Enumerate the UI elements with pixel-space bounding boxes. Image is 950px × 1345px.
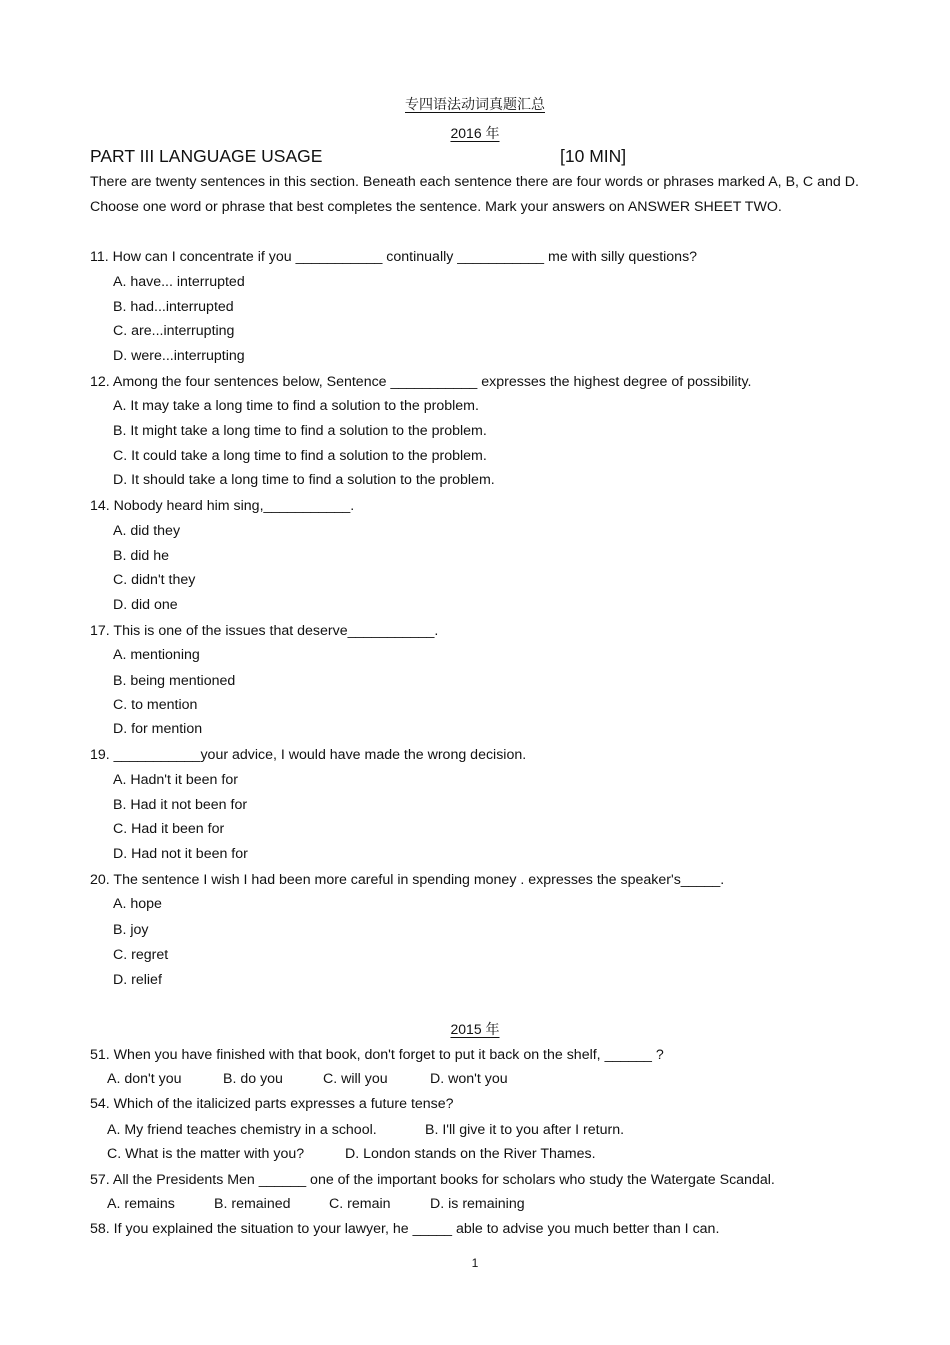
option: A. remains <box>107 1196 175 1212</box>
option: A. mentioning <box>113 647 200 663</box>
question-stem: 54. Which of the italicized parts expresses a future tense? <box>90 1096 454 1112</box>
document-title <box>0 95 950 113</box>
option: C. will you <box>323 1071 388 1087</box>
option: D. is remaining <box>430 1196 525 1212</box>
year-heading-2015 <box>0 1020 950 1038</box>
year-2015-text: 2015 年 <box>450 1021 500 1037</box>
option: A. hope <box>113 896 162 912</box>
year-heading-2016 <box>0 124 950 142</box>
question-stem: 51. When you have finished with that book, don't forget to put it back on the shelf, ______ ? <box>90 1047 664 1063</box>
question-stem: 20. The sentence I wish I had been more careful in spending money . expresses the speaker's_____. <box>90 872 725 888</box>
option: B. I'll give it to you after I return. <box>425 1122 625 1138</box>
option: C. are...interrupting <box>113 323 235 339</box>
question-stem: 19. ___________your advice, I would have made the wrong decision. <box>90 747 527 763</box>
option: A. My friend teaches chemistry in a school. <box>107 1122 377 1138</box>
question-stem: 12. Among the four sentences below, Sentence ___________ expresses the highest degree of possibility. <box>90 374 752 390</box>
question-stem: 14. Nobody heard him sing,___________. <box>90 498 355 514</box>
option: B. being mentioned <box>113 673 236 689</box>
page-number: 1 <box>471 1256 479 1270</box>
option: C. What is the matter with you? <box>107 1146 305 1162</box>
option: D. relief <box>113 972 162 988</box>
option: D. Had not it been for <box>113 846 248 862</box>
option: B. did he <box>113 548 170 564</box>
part-title: PART III LANGUAGE USAGE <box>90 146 323 166</box>
time-limit: [10 MIN] <box>560 146 627 166</box>
option: D. for mention <box>113 721 203 737</box>
option: C. remain <box>329 1196 391 1212</box>
question-stem: 58. If you explained the situation to your lawyer, he _____ able to advise you much better than I can. <box>90 1221 720 1237</box>
question-stem: 57. All the Presidents Men ______ one of the important books for scholars who study the Watergate Scandal. <box>90 1172 775 1188</box>
option: B. do you <box>223 1071 283 1087</box>
option: B. joy <box>113 922 149 938</box>
option: A. did they <box>113 523 181 539</box>
option: C. didn't they <box>113 572 196 588</box>
option: B. remained <box>214 1196 291 1212</box>
option: B. had...interrupted <box>113 299 234 315</box>
option: D. won't you <box>430 1071 508 1087</box>
option: C. Had it been for <box>113 821 225 837</box>
option: B. Had it not been for <box>113 797 248 813</box>
option: C. regret <box>113 947 169 963</box>
option: C. to mention <box>113 697 198 713</box>
option: A. have... interrupted <box>113 274 245 290</box>
option: C. It could take a long time to find a solution to the problem. <box>113 448 487 464</box>
year-2016-text: 2016 年 <box>450 125 500 141</box>
option: D. were...interrupting <box>113 348 245 364</box>
option: A. Hadn't it been for <box>113 772 238 788</box>
option: D. It should take a long time to find a solution to the problem. <box>113 472 495 488</box>
question-stem: 17. This is one of the issues that deserve___________. <box>90 623 439 639</box>
option: A. It may take a long time to find a solution to the problem. <box>113 398 479 414</box>
instructions: There are twenty sentences in this section. Beneath each sentence there are four words or phrases marked A, B, C and D. Choose one word or phrase that best completes the sentence. Mark your answers on ANSWER SHEET TWO. <box>90 174 859 215</box>
document-title-text: 专四语法动词真题汇总 <box>405 96 545 112</box>
option: D. did one <box>113 597 178 613</box>
option: D. London stands on the River Thames. <box>345 1146 596 1162</box>
question-stem: 11. How can I concentrate if you ___________ continually ___________ me with silly questions? <box>90 249 698 265</box>
option: B. It might take a long time to find a solution to the problem. <box>113 423 487 439</box>
option: A. don't you <box>107 1071 182 1087</box>
